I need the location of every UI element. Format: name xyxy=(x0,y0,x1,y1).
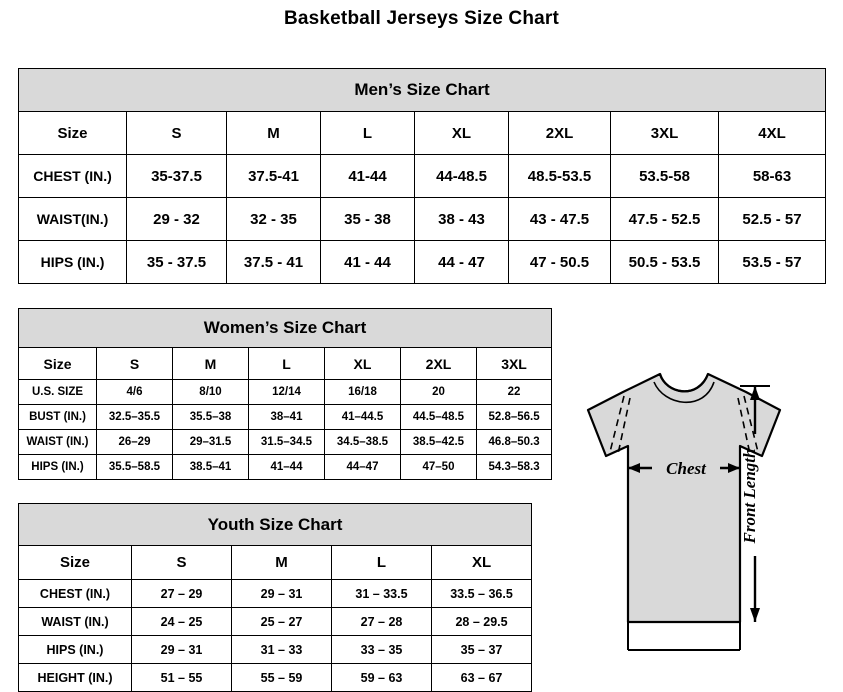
column-header: 2XL xyxy=(509,112,611,155)
column-header: S xyxy=(132,546,232,580)
table-cell: 35.5–38 xyxy=(173,405,249,430)
table-cell: 46.8–50.3 xyxy=(477,430,552,455)
table-cell: 34.5–38.5 xyxy=(325,430,401,455)
row-label: CHEST (IN.) xyxy=(19,155,127,198)
column-header: Size xyxy=(19,348,97,380)
table-cell: 25 – 27 xyxy=(232,608,332,636)
table-cell: 38.5–42.5 xyxy=(401,430,477,455)
table-row xyxy=(19,405,552,430)
page-title: Basketball Jerseys Size Chart xyxy=(283,8,560,29)
table-cell: 27 – 29 xyxy=(132,580,232,608)
row-label: CHEST (IN.) xyxy=(19,580,132,608)
table-cell: 35 – 37 xyxy=(432,636,532,664)
table-cell: 52.5 - 57 xyxy=(719,198,826,241)
column-header: M xyxy=(227,112,321,155)
table-row xyxy=(19,380,552,405)
row-label: U.S. SIZE xyxy=(19,380,97,405)
column-header: XL xyxy=(432,546,532,580)
table-cell: 41–44 xyxy=(249,455,325,480)
table-row xyxy=(19,580,532,608)
column-header: L xyxy=(332,546,432,580)
table-row xyxy=(19,608,532,636)
column-header: S xyxy=(97,348,173,380)
table-cell: 35 - 37.5 xyxy=(127,241,227,284)
row-label: WAIST (IN.) xyxy=(19,430,97,455)
table-header-row xyxy=(19,348,552,380)
table-cell: 35.5–58.5 xyxy=(97,455,173,480)
table-row xyxy=(19,664,532,692)
row-label: WAIST (IN.) xyxy=(19,608,132,636)
table-cell: 44.5–48.5 xyxy=(401,405,477,430)
table-cell: 53.5 - 57 xyxy=(719,241,826,284)
table-cell: 32 - 35 xyxy=(227,198,321,241)
table-cell: 38.5–41 xyxy=(173,455,249,480)
table-cell: 37.5 - 41 xyxy=(227,241,321,284)
table-cell: 29 - 32 xyxy=(127,198,227,241)
table-cell: 47.5 - 52.5 xyxy=(611,198,719,241)
table-cell: 43 - 47.5 xyxy=(509,198,611,241)
table-cell: 51 – 55 xyxy=(132,664,232,692)
front-length-label: Front Length xyxy=(740,448,759,544)
table-row xyxy=(19,455,552,480)
row-label: HIPS (IN.) xyxy=(19,636,132,664)
column-header: 3XL xyxy=(477,348,552,380)
table-cell: 44-48.5 xyxy=(415,155,509,198)
table-caption-row xyxy=(19,309,552,348)
table-cell: 24 – 25 xyxy=(132,608,232,636)
table-header-row xyxy=(19,546,532,580)
table-cell: 59 – 63 xyxy=(332,664,432,692)
table-cell: 29–31.5 xyxy=(173,430,249,455)
table-row xyxy=(19,155,826,198)
column-header: XL xyxy=(415,112,509,155)
table-cell: 33.5 – 36.5 xyxy=(432,580,532,608)
table-cell: 12/14 xyxy=(249,380,325,405)
table-cell: 63 – 67 xyxy=(432,664,532,692)
table-cell: 41 - 44 xyxy=(321,241,415,284)
table-cell: 35-37.5 xyxy=(127,155,227,198)
table-cell: 52.8–56.5 xyxy=(477,405,552,430)
table-row xyxy=(19,636,532,664)
table-cell: 29 – 31 xyxy=(232,580,332,608)
size-chart-page xyxy=(0,8,843,687)
table-cell: 31.5–34.5 xyxy=(249,430,325,455)
column-header: 4XL xyxy=(719,112,826,155)
table-row xyxy=(19,198,826,241)
table-caption-row xyxy=(19,69,826,112)
row-label: HIPS (IN.) xyxy=(19,241,127,284)
table-cell: 38 - 43 xyxy=(415,198,509,241)
column-header: 2XL xyxy=(401,348,477,380)
table-cell: 22 xyxy=(477,380,552,405)
table-cell: 31 – 33.5 xyxy=(332,580,432,608)
table-cell: 54.3–58.3 xyxy=(477,455,552,480)
table-cell: 27 – 28 xyxy=(332,608,432,636)
column-header: S xyxy=(127,112,227,155)
table-cell: 8/10 xyxy=(173,380,249,405)
youth-size-chart-table xyxy=(18,503,532,692)
table-cell: 58-63 xyxy=(719,155,826,198)
table-cell: 29 – 31 xyxy=(132,636,232,664)
column-header: Size xyxy=(19,112,127,155)
column-header: Size xyxy=(19,546,132,580)
table-cell: 47–50 xyxy=(401,455,477,480)
row-label: HEIGHT (IN.) xyxy=(19,664,132,692)
table-row xyxy=(19,430,552,455)
column-header: L xyxy=(249,348,325,380)
table-cell: 28 – 29.5 xyxy=(432,608,532,636)
table-cell: 16/18 xyxy=(325,380,401,405)
column-header: L xyxy=(321,112,415,155)
table-cell: 35 - 38 xyxy=(321,198,415,241)
table-cell: 53.5-58 xyxy=(611,155,719,198)
table-cell: 20 xyxy=(401,380,477,405)
mens-chart-caption: Men’s Size Chart xyxy=(19,69,826,112)
table-cell: 38–41 xyxy=(249,405,325,430)
table-cell: 44–47 xyxy=(325,455,401,480)
mens-size-chart-table xyxy=(18,68,826,284)
table-cell: 50.5 - 53.5 xyxy=(611,241,719,284)
table-cell: 32.5–35.5 xyxy=(97,405,173,430)
column-header: XL xyxy=(325,348,401,380)
table-cell: 4/6 xyxy=(97,380,173,405)
table-cell: 47 - 50.5 xyxy=(509,241,611,284)
table-cell: 55 – 59 xyxy=(232,664,332,692)
table-cell: 41-44 xyxy=(321,155,415,198)
womens-size-chart-table xyxy=(18,308,552,480)
table-cell: 48.5-53.5 xyxy=(509,155,611,198)
chest-label: Chest xyxy=(666,459,706,478)
column-header: 3XL xyxy=(611,112,719,155)
table-cell: 33 – 35 xyxy=(332,636,432,664)
table-row xyxy=(19,241,826,284)
jersey-measurement-diagram xyxy=(548,360,838,670)
table-cell: 44 - 47 xyxy=(415,241,509,284)
table-cell: 37.5-41 xyxy=(227,155,321,198)
table-cell: 41–44.5 xyxy=(325,405,401,430)
table-caption-row xyxy=(19,504,532,546)
row-label: BUST (IN.) xyxy=(19,405,97,430)
column-header: M xyxy=(173,348,249,380)
row-label: HIPS (IN.) xyxy=(19,455,97,480)
table-cell: 26–29 xyxy=(97,430,173,455)
womens-chart-caption: Women’s Size Chart xyxy=(19,309,552,348)
table-cell: 31 – 33 xyxy=(232,636,332,664)
youth-chart-caption: Youth Size Chart xyxy=(19,504,532,546)
table-header-row xyxy=(19,112,826,155)
column-header: M xyxy=(232,546,332,580)
row-label: WAIST(IN.) xyxy=(19,198,127,241)
